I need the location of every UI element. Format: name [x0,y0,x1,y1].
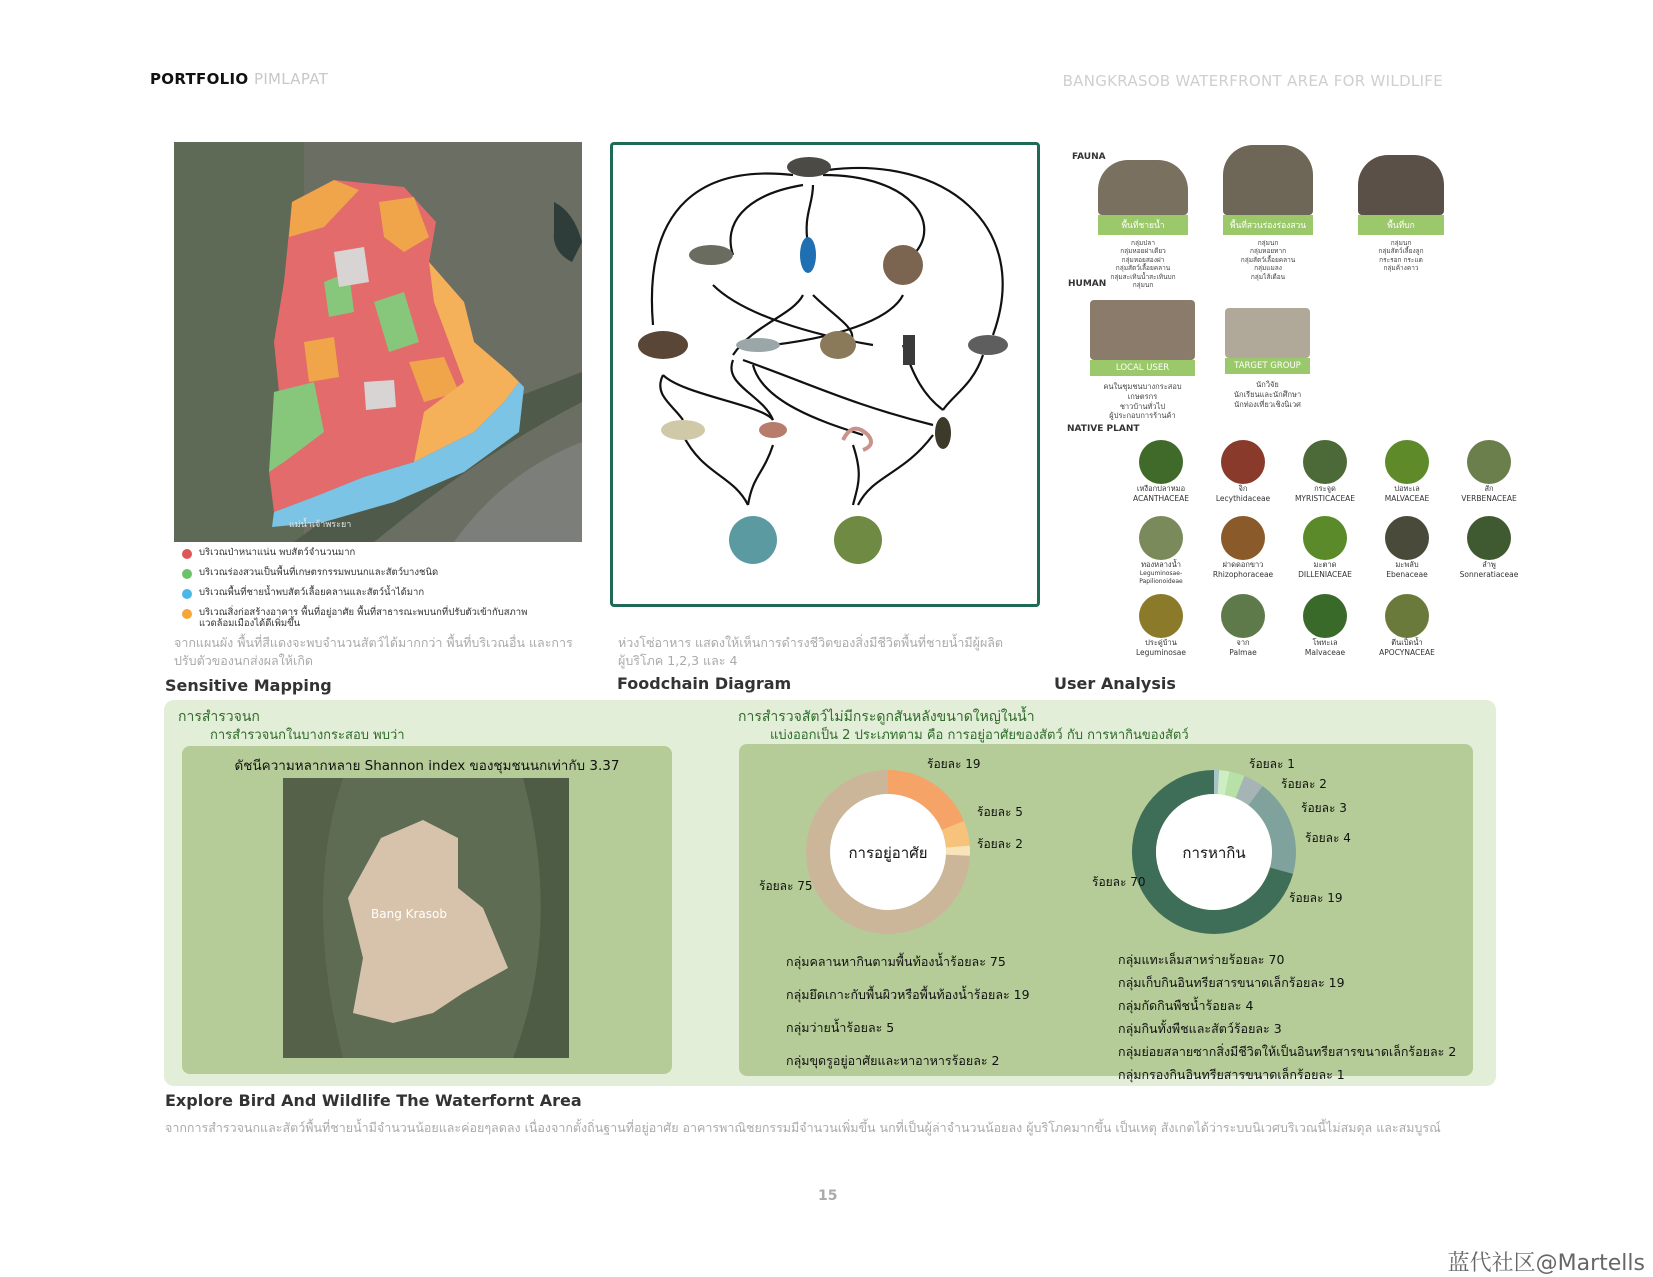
human-group-target [1225,308,1310,409]
plant-photo [1303,440,1347,484]
eagle-icon [787,157,831,177]
slice-label: ร้อยละ 75 [759,879,813,893]
bird-survey-title: การสำรวจนก [178,709,260,725]
plant-item: ฝาดดอกขาว Rhizophoraceae [1202,516,1284,585]
explore-title: Explore Bird And Wildlife The Waterfornt Area [165,1091,582,1110]
bang-krasob-label: Bang Krasob [371,907,447,921]
plant-photo [1139,594,1183,638]
feeding-stat: กลุ่มกินทั้งพืชและสัตว์ร้อยละ 3 [1118,1021,1282,1036]
map-graphic [174,142,582,542]
project-title: BANGKRASOB WATERFRONT AREA FOR WILDLIFE [1062,72,1443,90]
fauna-group-land [1358,155,1444,273]
foodchain-title: Foodchain Diagram [617,674,792,693]
human-photo [1225,308,1310,358]
slice-label: ร้อยละ 19 [927,757,981,771]
slice-label: ร้อยละ 3 [1301,801,1347,815]
mapping-desc-line: ปรับตัวของนกส่งผลให้เกิด [174,653,314,669]
habitat-donut [759,757,1023,934]
invertebrate-survey-subtitle: แบ่งออกเป็น 2 ประเภทตาม คือ การอยู่อาศัยของสัตว์ กับ การหากินของสัตว์ [770,728,1189,743]
foodchain-desc-line: ห่วงโซ่อาหาร แสดงให้เห็นการดำรงชีวิตของสิ่งมีชีวิตพื้นที่ชายน้ำมีผู้ผลิต [618,635,1004,650]
watermark: 蓝代社区@Martells [1447,1251,1645,1276]
human-tag: LOCAL USER [1090,360,1195,376]
plant-row-1 [1120,440,1530,504]
plant-item: จิก Lecythidaceae [1202,440,1284,504]
satellite-map [174,142,582,542]
native-plant-label: NATIVE PLANT [1067,424,1140,434]
plant-item: ลำพู Sonneratiaceae [1448,516,1530,585]
frog-icon [820,331,856,359]
fauna-photo [1098,160,1188,215]
lizard-icon [689,245,733,265]
donut-title: การอยู่อาศัย [848,844,928,862]
feeding-stat: กลุ่มเก็บกินอินทรียสารขนาดเล็กร้อยละ 19 [1118,975,1345,990]
plant-item: เหงือกปลาหมอ ACANTHACEAE [1120,440,1202,504]
legend-item-orange [182,608,562,630]
brand-text: PORTFOLIO [150,70,249,88]
slice-label: ร้อยละ 19 [1289,891,1343,905]
slice-label: ร้อยละ 1 [1249,757,1295,771]
fauna-photo [1223,145,1313,215]
bang-krasob-satellite [283,778,569,1058]
plant-photo [1385,594,1429,638]
plant-item: ปอทะเล MALVACEAE [1366,440,1448,504]
legend-label: บริเวณร่องสวนเป็นพื้นที่เกษตรกรรมพบนกและสัตว์บางชนิด [199,567,439,578]
plant-item: มะพลับ Ebenaceae [1366,516,1448,585]
portfolio-brand [150,70,328,88]
slice-label: ร้อยละ 70 [1092,875,1146,889]
habitat-stat: กลุ่มว่ายน้ำร้อยละ 5 [786,1020,895,1035]
plant-item: โพทะเล Malvaceae [1284,594,1366,658]
legend-swatch [182,589,192,599]
squirrel-icon [968,335,1008,355]
kingfisher-icon [800,237,816,273]
feeding-stat: กลุ่มกรองกินอินทรียสารขนาดเล็กร้อยละ 1 [1118,1067,1345,1082]
fauna-list: กลุ่มปลา กลุ่มหอยฝาเดียว กลุ่มหอยสองฝา กลุ่มสัตว์เลื้อยคลาน กลุ่มสะเทินน้ำสะเทินบก กลุ่มนก [1110,239,1176,290]
donut-title: การหากิน [1182,844,1246,862]
river-label: แม่น้ำเจ้าพระยา [289,520,352,530]
fauna-group-orchard [1223,145,1313,281]
human-list: คนในชุมชนบางกระสอบ เกษตรกร ชาวบ้านทั่วไป ผู้ประกอบการร้านค้า [1103,382,1182,421]
plant-photo [1139,516,1183,560]
shannon-title: ดัชนีความหลากหลาย Shannon index ของชุมชนนกเท่ากับ 3.37 [234,758,620,774]
user-analysis-title: User Analysis [1054,674,1176,693]
fauna-list: กลุ่มนก กลุ่มสัตว์เลี้ยงลูก กระรอก กระแต กลุ่มค้างคาว [1378,239,1424,273]
plant-item: สัก VERBENACEAE [1448,440,1530,504]
plant-photo [1221,516,1265,560]
plant-item: ประดู่บ้าน Leguminosae [1120,594,1202,658]
habitat-stats [786,952,1146,1071]
sensitive-mapping-title: Sensitive Mapping [165,676,332,695]
plant-photo [1467,440,1511,484]
habitat-stat: กลุ่มคลานหากินตามพื้นท้องน้ำร้อยละ 75 [786,954,1006,969]
mapping-desc-line: จากแผนผัง พื้นที่สีแดงจะพบจำนวนสัตว์ได้มากกว่า พื้นที่บริเวณอื่น และการ [174,635,573,650]
feeding-stat: กลุ่มกัดกินพืชน้ำร้อยละ 4 [1118,998,1254,1013]
legend-item-red [182,548,562,559]
mapping-description [174,634,594,670]
slice-label: ร้อยละ 2 [977,837,1023,851]
human-tag: TARGET GROUP [1225,358,1310,374]
fauna-tag: พื้นที่สวนร่องร่องสวน [1223,215,1313,235]
plant-item: ทองหลางน้ำ Leguminosae-Papilionoideae [1120,516,1202,585]
plant-item: กระจูด MYRISTICACEAE [1284,440,1366,504]
plant-item: มะตาด DILLENIACEAE [1284,516,1366,585]
legend-swatch [182,569,192,579]
legend-swatch [182,549,192,559]
plant-row-2 [1120,516,1530,585]
bat-icon [903,335,915,365]
fauna-photo [1358,155,1444,215]
turtle-icon [638,331,688,359]
slice-label: ร้อยละ 2 [1281,777,1327,791]
plant-photo [1385,516,1429,560]
foodchain-graphic [613,145,1037,604]
plant-photo [1467,516,1511,560]
feeding-stat: กลุ่มย่อยสลายซากสิ่งมีชีวิตให้เป็นอินทรียสารขนาดเล็กร้อยละ 2 [1118,1044,1457,1059]
plant-photo [1385,440,1429,484]
legend-label: บริเวณป่าหนาแน่น พบสัตว์จำนวนมาก [199,547,356,558]
habitat-stat: กลุ่มขุดรูอยู่อาศัยและหาอาหารร้อยละ 2 [786,1053,1000,1068]
human-list: นักวิจัย นักเรียนและนักศึกษา นักท่องเที่ยวเชิงนิเวศ [1233,380,1302,409]
feeding-stat: กลุ่มแทะเล็มสาหร่ายร้อยละ 70 [1118,952,1285,967]
foodchain-diagram [610,142,1040,607]
plankton-icon [729,516,777,564]
bang-krasob-graphic [283,778,569,1058]
author-name: PIMLAPAT [253,70,329,88]
worm-icon [843,429,871,450]
snail-icon [661,420,705,440]
explore-description: จากการสำรวจนกและสัตว์พื้นที่ชายน้ำมีจำนวนน้อยและค่อยๆลดลง เนื่องจากตั้งถิ่นฐานที่อยู่อาศัย อาคารพาณิชยกรรมมีจำนวนเพิ่มขึ้น นกที่เป็นผู้ล่าจำนวนน้อยลง ผู้บริโภคมากขึ้น เป็นเหตุ สังเกตได้ว่าระบบนิเวศบริเวณนี้ไม่สมดุล และสมบูรณ์ [165,1120,1441,1135]
fish-icon [736,338,780,352]
shrimp-icon [759,422,787,438]
beetle-icon [935,417,951,449]
fauna-label: FAUNA [1072,152,1106,162]
plant-icon [834,516,882,564]
slice-label: ร้อยละ 4 [1305,831,1351,845]
legend-swatch [182,609,192,619]
legend-item-green [182,568,562,579]
slice-label: ร้อยละ 5 [977,805,1023,819]
human-label: HUMAN [1068,279,1107,289]
fauna-list: กลุ่มนก กลุ่มหอยทาก กลุ่มสัตว์เลื้อยคลาน กลุ่มแมลง กลุ่มไส้เดือน [1240,239,1296,281]
legend-label: บริเวณพื้นที่ชายน้ำพบสัตว์เลื้อยคลานและสัตว์น้ำได้มาก [199,587,425,598]
feeding-stats [1118,950,1478,1085]
legend-item-blue [182,588,562,599]
feeding-donut [1092,757,1351,934]
invertebrate-survey-title: การสำรวจสัตว์ไม่มีกระดูกสันหลังขนาดใหญ่ในน้ำ [738,709,1035,725]
plant-photo [1139,440,1183,484]
map-legend [182,548,562,639]
plant-item: จาก Palmae [1202,594,1284,658]
human-group-local [1090,300,1195,421]
plant-row-3 [1120,594,1450,658]
foodchain-desc-line: ผู้บริโภค 1,2,3 และ 4 [618,653,738,669]
habitat-stat: กลุ่มยึดเกาะกับพื้นผิวหรือพื้นท้องน้ำร้อยละ 19 [786,987,1030,1002]
plant-photo [1221,440,1265,484]
bird-survey-subtitle: การสำรวจนกในบางกระสอบ พบว่า [210,728,405,743]
legend-label: บริเวณสิ่งก่อสร้างอาคาร พื้นที่อยู่อาศัย พื้นที่สาธารณะพบนกที่ปรับตัวเข้ากับสภาพแวดล้อมเมืองได้ดีเพิ่มขึ้น [199,607,528,629]
fauna-group-waterfront [1098,160,1188,290]
plant-item: ตีนเป็ดน้ำ APOCYNACEAE [1366,594,1448,658]
plant-photo [1303,594,1347,638]
plant-photo [1303,516,1347,560]
snake-icon [883,245,923,285]
plant-photo [1221,594,1265,638]
foodchain-description [618,634,1048,670]
fauna-tag: พื้นที่ชายน้ำ [1098,215,1188,235]
human-photo [1090,300,1195,360]
page-number: 15 [818,1188,838,1204]
fauna-tag: พื้นที่บก [1358,215,1444,235]
